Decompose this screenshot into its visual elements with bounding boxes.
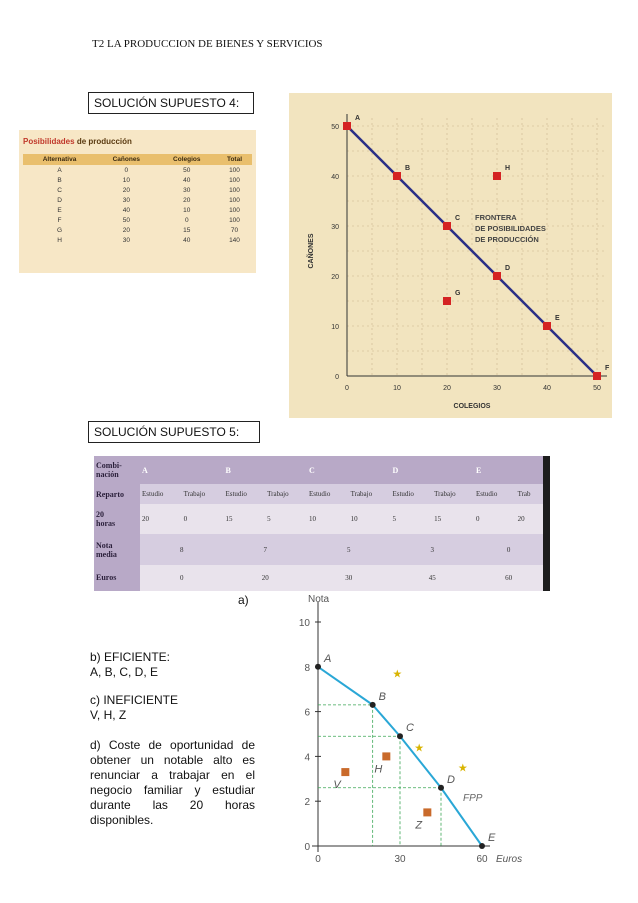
euros-cell: 30 <box>345 573 353 582</box>
x-axis-label: Euros <box>496 854 523 865</box>
hours-cell: 15 <box>434 515 442 524</box>
y-tick-label: 40 <box>331 174 339 181</box>
estudio-header: Estudio <box>308 490 331 499</box>
page-header: T2 LA PRODUCCION DE BIENES Y SERVICIOS <box>92 38 323 50</box>
fpp-chart-svg <box>270 590 535 880</box>
point-marker <box>593 372 601 380</box>
hours-cell: 0 <box>183 515 188 524</box>
point-marker <box>343 122 351 130</box>
inefficient-label: H <box>374 763 383 776</box>
frontier-point-label: A <box>324 652 332 665</box>
frontier-point <box>397 733 403 739</box>
col-header: Cañones <box>96 154 156 165</box>
table-cell: 40 <box>183 236 191 244</box>
point-marker <box>393 172 401 180</box>
estudio-header: Estudio <box>475 490 498 499</box>
col-header: Alternativa <box>23 154 96 165</box>
trabajo-header: Trabajo <box>267 490 289 499</box>
inefficient-label: Z <box>415 819 423 832</box>
point-label: F <box>605 365 610 372</box>
reparto-label: Reparto <box>94 484 140 504</box>
euros-cell: 45 <box>428 573 436 582</box>
point-label: B <box>405 165 411 172</box>
euros-cell: 0 <box>179 573 184 582</box>
point-label: G <box>455 290 461 297</box>
table-cell: 50 <box>183 166 191 174</box>
nota-cell: 7 <box>263 545 267 554</box>
frontier-point <box>479 843 485 849</box>
frontier-point <box>438 785 444 791</box>
point-marker <box>443 222 451 230</box>
frontier-annotation: FRONTERA <box>475 213 517 222</box>
table-cell: 15 <box>183 226 191 234</box>
table-row <box>23 195 252 205</box>
unattainable-star-icon: ★ <box>457 762 468 775</box>
y-tick-label: 50 <box>331 124 339 131</box>
point-marker <box>493 272 501 280</box>
combo-header: A <box>140 456 223 484</box>
answer-d: d) Coste de oportunidad de obtener un notable alto es renunciar a trabajar en el negocio familiar y estudiar durante las 20 horas disponibles. <box>90 738 255 827</box>
table-cell: 100 <box>229 196 240 204</box>
answer-b <box>90 650 255 680</box>
y-axis-label: CAÑONES <box>308 233 315 269</box>
frontier-point <box>315 664 321 670</box>
table-cell: C <box>57 186 62 194</box>
frontier-point-label: B <box>378 690 387 703</box>
table-cell: 0 <box>184 216 189 224</box>
table-cell: 30 <box>122 196 130 204</box>
frontier-point-label: C <box>406 722 414 735</box>
alternatives-table <box>23 154 252 245</box>
inefficient-marker <box>382 752 390 760</box>
point-label: C <box>455 215 461 222</box>
euros-cell: 20 <box>261 573 269 582</box>
y-tick-label: 0 <box>335 374 339 381</box>
table-row <box>23 165 252 175</box>
frontier-annotation: DE PRODUCCIÓN <box>475 235 539 244</box>
x-tick-label: 0 <box>315 854 321 865</box>
answer-b-body: A, B, C, D, E <box>90 665 159 679</box>
inefficient-label: V <box>333 779 341 792</box>
x-axis-label: COLEGIOS <box>453 403 491 410</box>
col-header: Total <box>217 154 252 165</box>
table-row <box>23 185 252 195</box>
unattainable-star-icon: ★ <box>414 742 425 755</box>
y-tick-label: 0 <box>304 842 310 853</box>
nota-cell: 3 <box>430 545 434 554</box>
table-cell: 50 <box>122 216 130 224</box>
y-tick-label: 10 <box>298 618 310 629</box>
euros-label: Euros <box>94 565 140 591</box>
point-label: E <box>555 315 560 322</box>
table-cell: H <box>57 236 62 244</box>
ppf-chart-grade-euros <box>270 590 535 880</box>
trabajo-header: Trabajo <box>350 490 373 499</box>
hours-cell: 10 <box>308 515 316 524</box>
x-tick-label: 0 <box>345 385 349 392</box>
table-row <box>23 175 252 185</box>
x-tick-label: 60 <box>476 854 488 865</box>
hours-cell: 5 <box>267 515 271 524</box>
table-row <box>23 225 252 235</box>
hours-cell: 15 <box>225 515 233 524</box>
nota-cell: 0 <box>506 545 511 554</box>
frontier-point-label: D <box>447 773 455 786</box>
table-cell: 100 <box>229 166 240 174</box>
point-marker <box>543 322 551 330</box>
ppf-chart-svg <box>289 93 612 418</box>
y-tick-label: 8 <box>304 662 310 674</box>
ppf-chart-cannons-schools <box>289 93 612 418</box>
table-cell: 140 <box>229 236 240 244</box>
table-cell: 10 <box>122 176 130 184</box>
trabajo-header: Trab <box>517 490 531 499</box>
combination-table <box>94 456 550 591</box>
x-tick-label: 10 <box>393 385 401 392</box>
table-row <box>23 235 252 245</box>
table-cell: 70 <box>230 226 239 234</box>
x-tick-label: 40 <box>543 385 551 392</box>
point-label: H <box>505 165 511 172</box>
col-header: Colegios <box>157 154 217 165</box>
table-cell: 20 <box>183 196 191 204</box>
estudio-header: Estudio <box>225 490 247 499</box>
table-cell: 10 <box>183 206 191 214</box>
table-cell: 100 <box>229 176 240 184</box>
table-cell: 100 <box>229 186 240 194</box>
table-cell: D <box>57 196 62 204</box>
point-marker <box>493 172 501 180</box>
table-cell: 100 <box>229 206 240 214</box>
hours-cell: 20 <box>142 515 149 524</box>
nota-label: Nota media <box>94 534 140 564</box>
combo-header: E <box>474 456 543 484</box>
corner-header: Combi- nación <box>94 456 140 484</box>
solution-5-label: SOLUCIÓN SUPUESTO 5: <box>88 421 260 443</box>
production-possibilities-table <box>19 130 256 273</box>
combo-header: C <box>307 456 390 484</box>
table-cell: 100 <box>229 216 240 224</box>
curve-label: FPP <box>463 793 483 805</box>
y-tick-label: 6 <box>304 707 310 719</box>
point-marker <box>443 297 451 305</box>
hours-cell: 0 <box>475 515 480 524</box>
y-tick-label: 4 <box>304 752 310 764</box>
hours-cell: 5 <box>392 515 396 524</box>
hours-cell: 20 <box>517 515 525 524</box>
table-cell: G <box>57 226 63 234</box>
table-cell: 20 <box>122 186 130 194</box>
table-cell: B <box>57 176 62 184</box>
table-row <box>23 215 252 225</box>
y-tick-label: 20 <box>331 274 339 281</box>
nota-cell: 5 <box>346 545 351 554</box>
trabajo-header: Trabajo <box>183 490 206 499</box>
answer-c <box>90 693 255 723</box>
y-tick-label: 30 <box>331 224 339 231</box>
frontier-point <box>370 702 376 708</box>
table-cell: 30 <box>122 236 130 244</box>
combo-header: D <box>390 456 473 484</box>
solution-4-label: SOLUCIÓN SUPUESTO 4: <box>88 92 254 114</box>
trabajo-header: Trabajo <box>434 490 456 499</box>
answer-c-body: V, H, Z <box>90 708 127 722</box>
point-label: A <box>355 115 361 122</box>
table-row <box>23 205 252 215</box>
unattainable-star-icon: ★ <box>392 668 403 681</box>
table-cell: 20 <box>122 226 130 234</box>
estudio-header: Estudio <box>142 490 164 499</box>
combo-header: B <box>223 456 306 484</box>
x-tick-label: 50 <box>593 385 601 392</box>
table-cell: 40 <box>122 206 130 214</box>
table-cell: E <box>57 206 62 214</box>
frontier-annotation: DE POSIBILIDADES <box>475 224 546 233</box>
hours-cell: 10 <box>350 515 358 524</box>
table-cell: F <box>57 216 62 224</box>
table-cell: 40 <box>183 176 191 184</box>
y-tick-label: 2 <box>304 797 310 809</box>
table-title: Posibilidades de producción <box>23 137 132 146</box>
nota-cell: 8 <box>179 545 184 554</box>
x-tick-label: 30 <box>493 385 501 392</box>
table-cell: 0 <box>124 166 129 174</box>
answer-a-label: a) <box>238 593 249 607</box>
x-tick-label: 30 <box>394 854 406 865</box>
x-tick-label: 20 <box>443 385 451 392</box>
frontier-point-label: E <box>488 832 496 844</box>
y-axis-label: Nota <box>308 594 330 605</box>
answer-c-heading: c) INEFICIENTE <box>90 693 179 707</box>
table-cell: A <box>57 166 62 174</box>
estudio-header: Estudio <box>392 490 414 499</box>
table-cell: 30 <box>183 186 191 194</box>
y-tick-label: 10 <box>331 324 339 331</box>
horas-label: 20 horas <box>94 504 140 534</box>
inefficient-marker <box>341 768 349 776</box>
point-label: D <box>505 265 511 272</box>
inefficient-marker <box>423 808 431 816</box>
answer-b-heading: b) EFICIENTE: <box>90 650 171 664</box>
euros-cell: 60 <box>505 573 513 582</box>
